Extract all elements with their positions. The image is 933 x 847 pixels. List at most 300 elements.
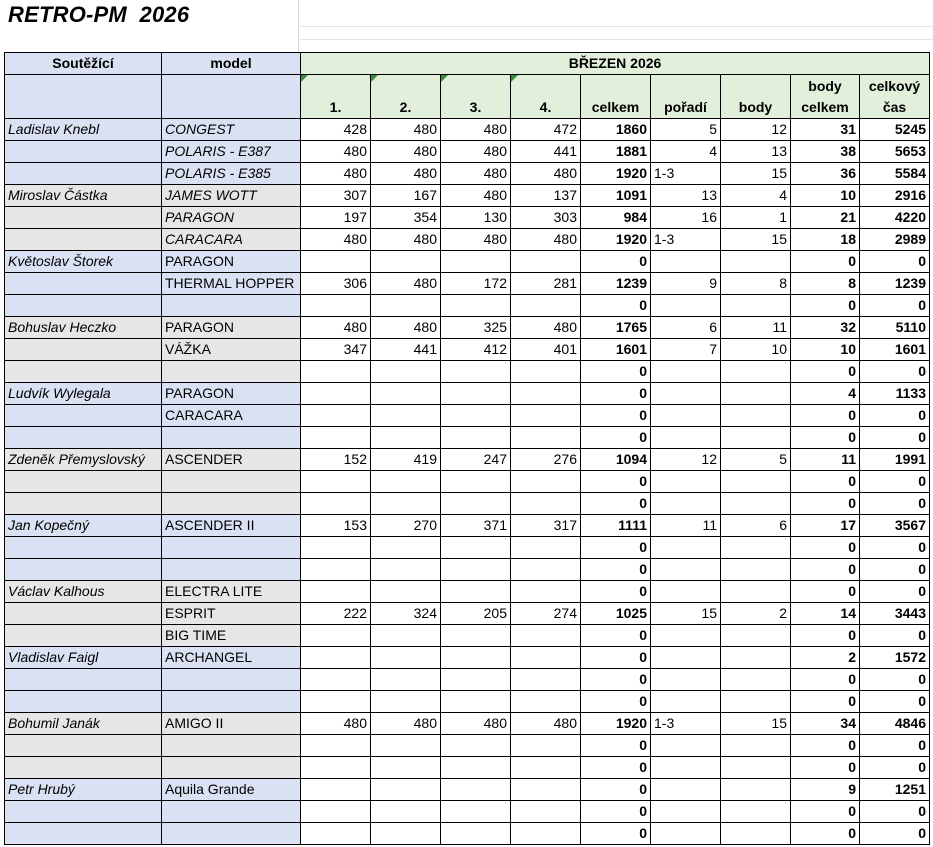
competitor-cell[interactable]: [5, 427, 162, 449]
model-cell[interactable]: AMIGO II: [162, 713, 301, 735]
points-cell[interactable]: [721, 581, 791, 603]
round-2-cell[interactable]: [371, 251, 441, 273]
total-time-cell[interactable]: 4220: [860, 207, 930, 229]
competitor-cell[interactable]: [5, 801, 162, 823]
round-2-cell[interactable]: [371, 493, 441, 515]
round-4-cell[interactable]: 137: [511, 185, 581, 207]
rank-cell[interactable]: 6: [651, 317, 721, 339]
round-1-cell[interactable]: 307: [301, 185, 371, 207]
total-time-cell[interactable]: 5653: [860, 141, 930, 163]
total-cell[interactable]: 0: [581, 383, 651, 405]
points-cell[interactable]: 5: [721, 449, 791, 471]
model-cell[interactable]: [162, 801, 301, 823]
round-1-cell[interactable]: [301, 559, 371, 581]
total-time-cell[interactable]: 0: [860, 427, 930, 449]
round-3-cell[interactable]: [441, 493, 511, 515]
round-1-cell[interactable]: [301, 295, 371, 317]
points-total-cell[interactable]: 8: [791, 273, 860, 295]
round-2-cell[interactable]: 480: [371, 273, 441, 295]
competitor-cell[interactable]: [5, 405, 162, 427]
round-1-cell[interactable]: 480: [301, 229, 371, 251]
competitor-cell[interactable]: Miroslav Částka: [5, 185, 162, 207]
round-3-cell[interactable]: 480: [441, 185, 511, 207]
total-time-cell[interactable]: 0: [860, 735, 930, 757]
round-1-cell[interactable]: 428: [301, 119, 371, 141]
total-time-cell[interactable]: 0: [860, 559, 930, 581]
header-blank-cell[interactable]: [5, 75, 162, 119]
round-3-cell[interactable]: 130: [441, 207, 511, 229]
points-cell[interactable]: [721, 691, 791, 713]
round-4-cell[interactable]: [511, 669, 581, 691]
round-3-cell[interactable]: [441, 471, 511, 493]
round-1-cell[interactable]: [301, 735, 371, 757]
round-4-cell[interactable]: [511, 537, 581, 559]
points-total-cell[interactable]: 21: [791, 207, 860, 229]
round-1-cell[interactable]: [301, 625, 371, 647]
total-cell[interactable]: 1765: [581, 317, 651, 339]
header-points-total[interactable]: [791, 75, 860, 119]
model-cell[interactable]: [162, 669, 301, 691]
round-2-cell[interactable]: [371, 559, 441, 581]
points-total-cell[interactable]: 18: [791, 229, 860, 251]
competitor-cell[interactable]: Zdeněk Přemyslovský: [5, 449, 162, 471]
round-1-cell[interactable]: 480: [301, 141, 371, 163]
total-cell[interactable]: 0: [581, 757, 651, 779]
rank-cell[interactable]: [651, 757, 721, 779]
round-2-cell[interactable]: 480: [371, 317, 441, 339]
competitor-cell[interactable]: [5, 339, 162, 361]
total-time-cell[interactable]: 2989: [860, 229, 930, 251]
points-total-cell[interactable]: 0: [791, 251, 860, 273]
round-3-cell[interactable]: [441, 383, 511, 405]
model-cell[interactable]: Aquila Grande: [162, 779, 301, 801]
competitor-cell[interactable]: [5, 141, 162, 163]
competitor-cell[interactable]: Bohuslav Heczko: [5, 317, 162, 339]
competitor-cell[interactable]: Vladislav Faigl: [5, 647, 162, 669]
model-cell[interactable]: [162, 691, 301, 713]
competitor-cell[interactable]: [5, 163, 162, 185]
points-cell[interactable]: [721, 559, 791, 581]
round-3-cell[interactable]: 480: [441, 141, 511, 163]
round-2-cell[interactable]: [371, 537, 441, 559]
round-2-cell[interactable]: [371, 735, 441, 757]
round-4-cell[interactable]: [511, 757, 581, 779]
rank-cell[interactable]: [651, 647, 721, 669]
round-2-cell[interactable]: 270: [371, 515, 441, 537]
points-total-cell[interactable]: 34: [791, 713, 860, 735]
points-cell[interactable]: 12: [721, 119, 791, 141]
round-1-cell[interactable]: [301, 427, 371, 449]
competitor-cell[interactable]: Ladislav Knebl: [5, 119, 162, 141]
round-2-cell[interactable]: 167: [371, 185, 441, 207]
total-time-cell[interactable]: 0: [860, 625, 930, 647]
total-cell[interactable]: 0: [581, 823, 651, 845]
round-4-cell[interactable]: 472: [511, 119, 581, 141]
total-time-cell[interactable]: 5584: [860, 163, 930, 185]
round-1-cell[interactable]: [301, 801, 371, 823]
total-cell[interactable]: 0: [581, 669, 651, 691]
round-2-cell[interactable]: [371, 823, 441, 845]
round-3-cell[interactable]: 205: [441, 603, 511, 625]
round-2-cell[interactable]: [371, 647, 441, 669]
total-time-cell[interactable]: 0: [860, 493, 930, 515]
total-time-cell[interactable]: 0: [860, 295, 930, 317]
round-4-cell[interactable]: [511, 559, 581, 581]
round-3-cell[interactable]: [441, 801, 511, 823]
total-cell[interactable]: 0: [581, 471, 651, 493]
round-4-cell[interactable]: 274: [511, 603, 581, 625]
total-cell[interactable]: 0: [581, 427, 651, 449]
rank-cell[interactable]: 13: [651, 185, 721, 207]
round-3-cell[interactable]: [441, 625, 511, 647]
round-1-cell[interactable]: [301, 405, 371, 427]
points-total-cell[interactable]: 0: [791, 691, 860, 713]
round-2-cell[interactable]: [371, 405, 441, 427]
round-1-cell[interactable]: [301, 823, 371, 845]
rank-cell[interactable]: [651, 251, 721, 273]
points-cell[interactable]: [721, 647, 791, 669]
model-cell[interactable]: [162, 537, 301, 559]
total-cell[interactable]: 1111: [581, 515, 651, 537]
points-total-cell[interactable]: 0: [791, 735, 860, 757]
round-1-cell[interactable]: [301, 471, 371, 493]
rank-cell[interactable]: 9: [651, 273, 721, 295]
round-3-cell[interactable]: 325: [441, 317, 511, 339]
rank-cell[interactable]: 11: [651, 515, 721, 537]
points-cell[interactable]: [721, 295, 791, 317]
points-cell[interactable]: [721, 493, 791, 515]
competitor-cell[interactable]: [5, 823, 162, 845]
rank-cell[interactable]: [651, 779, 721, 801]
round-3-cell[interactable]: [441, 779, 511, 801]
total-time-cell[interactable]: 0: [860, 669, 930, 691]
points-cell[interactable]: 15: [721, 229, 791, 251]
points-cell[interactable]: 4: [721, 185, 791, 207]
points-total-cell[interactable]: 14: [791, 603, 860, 625]
rank-cell[interactable]: [651, 361, 721, 383]
points-total-cell[interactable]: 0: [791, 669, 860, 691]
total-cell[interactable]: 0: [581, 801, 651, 823]
round-1-cell[interactable]: [301, 581, 371, 603]
round-3-cell[interactable]: 412: [441, 339, 511, 361]
total-time-cell[interactable]: 3443: [860, 603, 930, 625]
total-cell[interactable]: 1025: [581, 603, 651, 625]
rank-cell[interactable]: [651, 625, 721, 647]
model-cell[interactable]: POLARIS - E387: [162, 141, 301, 163]
header-total[interactable]: celkem: [581, 75, 651, 119]
total-cell[interactable]: 1091: [581, 185, 651, 207]
round-2-cell[interactable]: 480: [371, 713, 441, 735]
competitor-cell[interactable]: [5, 471, 162, 493]
header-round-4[interactable]: 4.: [511, 75, 581, 119]
model-cell[interactable]: PARAGON: [162, 251, 301, 273]
round-4-cell[interactable]: 317: [511, 515, 581, 537]
competitor-cell[interactable]: Petr Hrubý: [5, 779, 162, 801]
competitor-cell[interactable]: [5, 757, 162, 779]
points-total-cell[interactable]: 10: [791, 185, 860, 207]
rank-cell[interactable]: 16: [651, 207, 721, 229]
points-cell[interactable]: [721, 779, 791, 801]
model-cell[interactable]: [162, 757, 301, 779]
round-4-cell[interactable]: [511, 823, 581, 845]
competitor-cell[interactable]: Bohumil Janák: [5, 713, 162, 735]
model-cell[interactable]: [162, 823, 301, 845]
round-3-cell[interactable]: [441, 427, 511, 449]
round-2-cell[interactable]: 354: [371, 207, 441, 229]
model-cell[interactable]: POLARIS - E385: [162, 163, 301, 185]
round-2-cell[interactable]: 480: [371, 229, 441, 251]
points-cell[interactable]: 11: [721, 317, 791, 339]
round-1-cell[interactable]: [301, 669, 371, 691]
round-1-cell[interactable]: 480: [301, 713, 371, 735]
model-cell[interactable]: BIG TIME: [162, 625, 301, 647]
rank-cell[interactable]: 5: [651, 119, 721, 141]
rank-cell[interactable]: [651, 537, 721, 559]
total-cell[interactable]: 1920: [581, 229, 651, 251]
points-total-cell[interactable]: 32: [791, 317, 860, 339]
round-4-cell[interactable]: 480: [511, 163, 581, 185]
competitor-cell[interactable]: [5, 625, 162, 647]
header-model[interactable]: model: [162, 53, 301, 75]
total-time-cell[interactable]: 0: [860, 471, 930, 493]
rank-cell[interactable]: [651, 471, 721, 493]
competitor-cell[interactable]: [5, 669, 162, 691]
rank-cell[interactable]: 1-3: [651, 229, 721, 251]
round-2-cell[interactable]: [371, 361, 441, 383]
round-2-cell[interactable]: [371, 757, 441, 779]
points-cell[interactable]: 8: [721, 273, 791, 295]
total-time-cell[interactable]: 4846: [860, 713, 930, 735]
competitor-cell[interactable]: [5, 603, 162, 625]
rank-cell[interactable]: [651, 691, 721, 713]
rank-cell[interactable]: [651, 735, 721, 757]
points-total-cell[interactable]: 0: [791, 559, 860, 581]
points-cell[interactable]: 1: [721, 207, 791, 229]
points-cell[interactable]: [721, 383, 791, 405]
round-4-cell[interactable]: [511, 251, 581, 273]
model-cell[interactable]: CARACARA: [162, 405, 301, 427]
round-4-cell[interactable]: [511, 581, 581, 603]
round-2-cell[interactable]: [371, 295, 441, 317]
model-cell[interactable]: ELECTRA LITE: [162, 581, 301, 603]
total-time-cell[interactable]: 1572: [860, 647, 930, 669]
round-1-cell[interactable]: [301, 251, 371, 273]
round-3-cell[interactable]: [441, 757, 511, 779]
total-cell[interactable]: 0: [581, 779, 651, 801]
round-1-cell[interactable]: [301, 779, 371, 801]
round-2-cell[interactable]: [371, 801, 441, 823]
round-3-cell[interactable]: 247: [441, 449, 511, 471]
total-time-cell[interactable]: 0: [860, 581, 930, 603]
points-total-cell[interactable]: 0: [791, 823, 860, 845]
model-cell[interactable]: ESPRIT: [162, 603, 301, 625]
round-3-cell[interactable]: [441, 405, 511, 427]
round-2-cell[interactable]: [371, 383, 441, 405]
total-cell[interactable]: 1881: [581, 141, 651, 163]
points-total-cell[interactable]: 0: [791, 427, 860, 449]
points-total-cell[interactable]: 9: [791, 779, 860, 801]
round-3-cell[interactable]: [441, 823, 511, 845]
competitor-cell[interactable]: [5, 735, 162, 757]
rank-cell[interactable]: [651, 801, 721, 823]
total-cell[interactable]: 1601: [581, 339, 651, 361]
round-2-cell[interactable]: [371, 669, 441, 691]
model-cell[interactable]: CARACARA: [162, 229, 301, 251]
round-3-cell[interactable]: 371: [441, 515, 511, 537]
points-total-cell[interactable]: 0: [791, 757, 860, 779]
round-4-cell[interactable]: 276: [511, 449, 581, 471]
header-round-2[interactable]: 2.: [371, 75, 441, 119]
round-1-cell[interactable]: [301, 757, 371, 779]
round-2-cell[interactable]: 441: [371, 339, 441, 361]
round-2-cell[interactable]: 480: [371, 163, 441, 185]
model-cell[interactable]: [162, 735, 301, 757]
points-cell[interactable]: [721, 537, 791, 559]
round-4-cell[interactable]: 480: [511, 229, 581, 251]
points-total-cell[interactable]: 17: [791, 515, 860, 537]
total-cell[interactable]: 0: [581, 295, 651, 317]
round-4-cell[interactable]: 303: [511, 207, 581, 229]
competitor-cell[interactable]: [5, 207, 162, 229]
model-cell[interactable]: [162, 295, 301, 317]
points-total-cell[interactable]: 0: [791, 581, 860, 603]
points-total-cell[interactable]: 0: [791, 537, 860, 559]
points-cell[interactable]: [721, 625, 791, 647]
competitor-cell[interactable]: Ludvík Wylegala: [5, 383, 162, 405]
round-4-cell[interactable]: 401: [511, 339, 581, 361]
model-cell[interactable]: VÁŽKA: [162, 339, 301, 361]
header-competitor[interactable]: Soutěžící: [5, 53, 162, 75]
competitor-cell[interactable]: [5, 361, 162, 383]
total-cell[interactable]: 0: [581, 251, 651, 273]
points-total-cell[interactable]: 0: [791, 471, 860, 493]
total-time-cell[interactable]: 0: [860, 251, 930, 273]
header-total-time[interactable]: [860, 75, 930, 119]
rank-cell[interactable]: [651, 581, 721, 603]
total-time-cell[interactable]: 2916: [860, 185, 930, 207]
round-3-cell[interactable]: [441, 537, 511, 559]
model-cell[interactable]: [162, 559, 301, 581]
model-cell[interactable]: [162, 493, 301, 515]
round-1-cell[interactable]: 306: [301, 273, 371, 295]
total-cell[interactable]: 1920: [581, 163, 651, 185]
total-time-cell[interactable]: 1239: [860, 273, 930, 295]
total-cell[interactable]: 1860: [581, 119, 651, 141]
total-cell[interactable]: 984: [581, 207, 651, 229]
round-1-cell[interactable]: 480: [301, 163, 371, 185]
round-4-cell[interactable]: [511, 691, 581, 713]
model-cell[interactable]: ARCHANGEL: [162, 647, 301, 669]
rank-cell[interactable]: [651, 669, 721, 691]
round-4-cell[interactable]: 480: [511, 317, 581, 339]
round-3-cell[interactable]: [441, 361, 511, 383]
total-time-cell[interactable]: 1991: [860, 449, 930, 471]
points-total-cell[interactable]: 0: [791, 405, 860, 427]
points-cell[interactable]: [721, 427, 791, 449]
points-cell[interactable]: [721, 735, 791, 757]
rank-cell[interactable]: [651, 383, 721, 405]
round-1-cell[interactable]: 197: [301, 207, 371, 229]
points-cell[interactable]: 6: [721, 515, 791, 537]
model-cell[interactable]: [162, 427, 301, 449]
points-total-cell[interactable]: 4: [791, 383, 860, 405]
points-total-cell[interactable]: 2: [791, 647, 860, 669]
model-cell[interactable]: [162, 471, 301, 493]
competitor-cell[interactable]: [5, 229, 162, 251]
points-cell[interactable]: 15: [721, 713, 791, 735]
rank-cell[interactable]: [651, 559, 721, 581]
points-cell[interactable]: [721, 471, 791, 493]
total-time-cell[interactable]: 1133: [860, 383, 930, 405]
rank-cell[interactable]: 1-3: [651, 163, 721, 185]
header-points[interactable]: body: [721, 75, 791, 119]
round-3-cell[interactable]: [441, 669, 511, 691]
round-3-cell[interactable]: 480: [441, 229, 511, 251]
round-3-cell[interactable]: [441, 691, 511, 713]
points-total-cell[interactable]: 11: [791, 449, 860, 471]
points-total-cell[interactable]: 0: [791, 625, 860, 647]
total-time-cell[interactable]: 0: [860, 537, 930, 559]
round-2-cell[interactable]: [371, 691, 441, 713]
model-cell[interactable]: ASCENDER: [162, 449, 301, 471]
points-total-cell[interactable]: 0: [791, 801, 860, 823]
round-1-cell[interactable]: [301, 537, 371, 559]
total-cell[interactable]: 0: [581, 559, 651, 581]
round-3-cell[interactable]: [441, 647, 511, 669]
header-round-1[interactable]: 1.: [301, 75, 371, 119]
competitor-cell[interactable]: [5, 295, 162, 317]
rank-cell[interactable]: 15: [651, 603, 721, 625]
points-cell[interactable]: [721, 251, 791, 273]
round-1-cell[interactable]: 222: [301, 603, 371, 625]
total-time-cell[interactable]: 0: [860, 757, 930, 779]
points-cell[interactable]: [721, 801, 791, 823]
round-4-cell[interactable]: [511, 625, 581, 647]
total-time-cell[interactable]: 1251: [860, 779, 930, 801]
round-4-cell[interactable]: [511, 493, 581, 515]
competitor-cell[interactable]: [5, 493, 162, 515]
points-cell[interactable]: [721, 757, 791, 779]
round-4-cell[interactable]: [511, 405, 581, 427]
model-cell[interactable]: PARAGON: [162, 207, 301, 229]
round-1-cell[interactable]: 152: [301, 449, 371, 471]
round-2-cell[interactable]: [371, 625, 441, 647]
round-2-cell[interactable]: 480: [371, 141, 441, 163]
total-cell[interactable]: 0: [581, 625, 651, 647]
round-4-cell[interactable]: [511, 383, 581, 405]
header-month[interactable]: BŘEZEN 2026: [301, 53, 930, 75]
total-cell[interactable]: 0: [581, 537, 651, 559]
total-time-cell[interactable]: 5245: [860, 119, 930, 141]
competitor-cell[interactable]: [5, 273, 162, 295]
total-cell[interactable]: 0: [581, 691, 651, 713]
competitor-cell[interactable]: [5, 537, 162, 559]
round-3-cell[interactable]: [441, 735, 511, 757]
points-cell[interactable]: 10: [721, 339, 791, 361]
model-cell[interactable]: PARAGON: [162, 317, 301, 339]
round-4-cell[interactable]: [511, 471, 581, 493]
round-2-cell[interactable]: [371, 581, 441, 603]
model-cell[interactable]: THERMAL HOPPER: [162, 273, 301, 295]
total-time-cell[interactable]: 0: [860, 801, 930, 823]
total-cell[interactable]: 0: [581, 405, 651, 427]
total-time-cell[interactable]: 5110: [860, 317, 930, 339]
round-1-cell[interactable]: [301, 647, 371, 669]
round-3-cell[interactable]: [441, 251, 511, 273]
rank-cell[interactable]: [651, 823, 721, 845]
round-2-cell[interactable]: 419: [371, 449, 441, 471]
round-2-cell[interactable]: [371, 471, 441, 493]
